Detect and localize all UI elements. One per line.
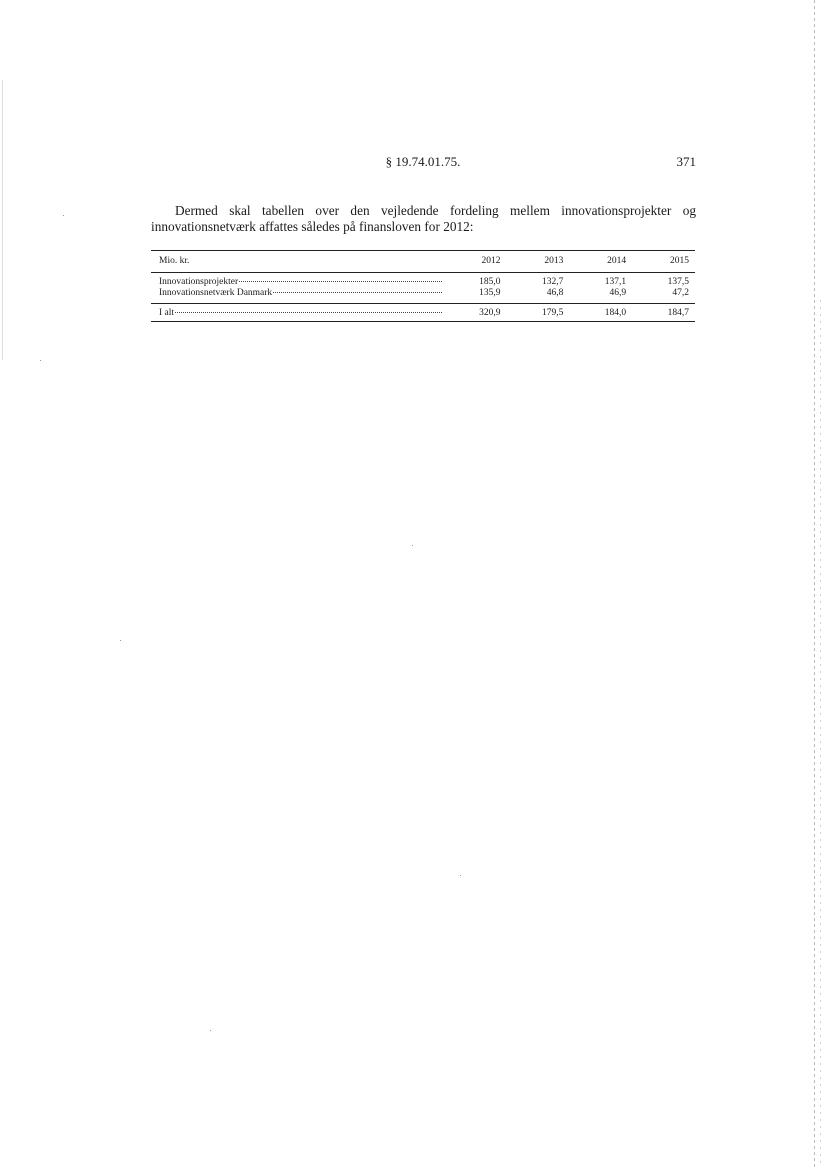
unit-label: Mio. kr. xyxy=(151,251,444,273)
page-number: 371 xyxy=(676,154,696,169)
scan-edge-artifact xyxy=(820,300,821,1168)
scan-speck xyxy=(210,1030,211,1031)
table-cell: 132,7 xyxy=(541,277,564,287)
total-cell: 184,0 xyxy=(569,304,632,322)
table-total-row xyxy=(151,304,695,322)
row-label: Innovationsprojekter xyxy=(159,277,239,287)
scan-speck xyxy=(412,545,413,546)
table-cell: 185,0 xyxy=(479,277,501,287)
leader-dots xyxy=(239,281,442,282)
total-cell: 184,7 xyxy=(632,304,695,322)
scan-speck xyxy=(460,875,461,876)
table-cell: 47,2 xyxy=(672,288,689,298)
table-cell: 137,5 xyxy=(667,277,689,287)
leader-dots xyxy=(175,312,442,313)
table-cell: 46,8 xyxy=(546,288,564,298)
row-label-cell xyxy=(151,288,444,304)
column-header: 2014 xyxy=(569,251,632,273)
leader-dots xyxy=(273,292,442,293)
page-header xyxy=(150,154,696,174)
scan-speck xyxy=(120,640,121,641)
scan-speck xyxy=(63,215,64,216)
total-cell: 320,9 xyxy=(444,304,507,322)
scan-edge-artifact xyxy=(814,0,815,1168)
table-row xyxy=(151,273,695,289)
table-row xyxy=(151,288,695,304)
scan-edge-artifact xyxy=(2,80,3,360)
total-label: I alt xyxy=(159,307,175,318)
scan-speck xyxy=(40,360,41,361)
row-label: Innovationsnetværk Danmark xyxy=(159,288,273,298)
intro-paragraph: Dermed skal tabellen over den vejledende fordeling mellem innovationsprojekter og innovationsnetværk affattes således på finansloven for 2012: xyxy=(151,203,696,234)
table-cell: 135,9 xyxy=(479,288,501,298)
total-cell: 179,5 xyxy=(507,304,570,322)
column-header: 2013 xyxy=(507,251,570,273)
allocation-table xyxy=(151,250,695,322)
table-cell: 46,9 xyxy=(609,288,627,298)
column-header: 2015 xyxy=(632,251,695,273)
column-header: 2012 xyxy=(444,251,507,273)
table-header-row xyxy=(151,251,695,273)
table-cell: 137,1 xyxy=(604,277,627,287)
section-reference: § 19.74.01.75. xyxy=(385,154,461,169)
row-label-cell xyxy=(151,273,444,289)
total-label-cell xyxy=(151,304,444,322)
